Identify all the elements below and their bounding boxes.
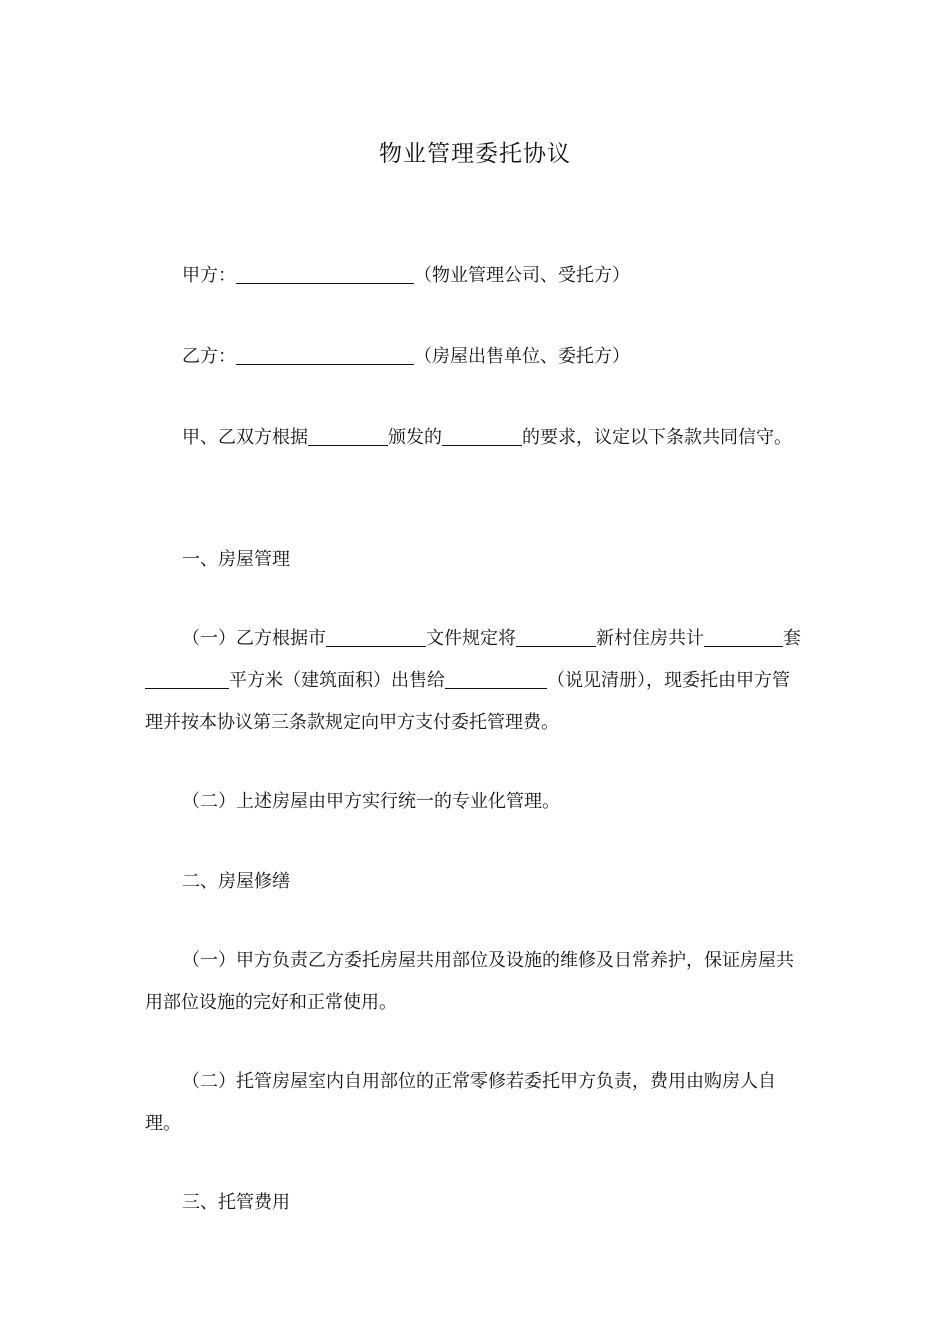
party-b-blank[interactable] — [236, 345, 414, 365]
s1i1-text-4: 套 — [783, 628, 801, 649]
s1i1-text-5: 平方米（建筑面积）出售给 — [229, 670, 445, 691]
section2-item1: （一）甲方负责乙方委托房屋共用部位及设施的维修及日常养护，保证房屋共用部位设施的完好和正常使用。 — [145, 950, 794, 1013]
s1i1-blank-3b[interactable] — [759, 627, 783, 647]
s1i1-text-2: 文件规定将 — [426, 628, 516, 649]
s1i1-text-3: 新村住房共计 — [596, 628, 704, 649]
s1i1-blank-4[interactable] — [145, 669, 229, 689]
intro-blank-1[interactable] — [308, 426, 388, 446]
intro-text-1: 甲、乙双方根据 — [182, 427, 308, 448]
s1i1-text-1: （一）乙方根据市 — [182, 628, 326, 649]
intro-text-3: 的要求，议定以下条款共同信守。 — [522, 427, 792, 448]
party-b-note: （房屋出售单位、委托方） — [414, 346, 630, 367]
intro-blank-2[interactable] — [442, 426, 522, 446]
section3-heading: 三、托管费用 — [182, 1192, 290, 1213]
section1-item1 — [145, 618, 805, 744]
party-a-note: （物业管理公司、受托方） — [414, 265, 630, 286]
party-a-line — [145, 255, 805, 297]
party-a-label: 甲方： — [182, 265, 236, 286]
intro-text-2: 颁发的 — [388, 427, 442, 448]
s1i1-blank-2[interactable] — [516, 627, 596, 647]
section1-heading: 一、房屋管理 — [182, 549, 290, 570]
party-b-line — [145, 336, 805, 378]
s1i1-blank-5[interactable] — [445, 669, 547, 689]
s1i1-text-6: （说见清册），现委托由甲方管理并按本协议第三条款规定向甲方支付委托管理费。 — [145, 670, 790, 733]
party-b-label: 乙方： — [182, 346, 236, 367]
section2-item2: （二）托管房屋室内自用部位的正常零修若委托甲方负责，费用由购房人自理。 — [145, 1071, 776, 1134]
s1i1-blank-3a[interactable] — [704, 627, 759, 647]
intro-paragraph — [145, 417, 805, 459]
s1i1-blank-1[interactable] — [326, 627, 426, 647]
section1-item2: （二）上述房屋由甲方实行统一的专业化管理。 — [182, 791, 560, 812]
section2-heading: 二、房屋修缮 — [182, 871, 290, 892]
party-a-blank[interactable] — [236, 264, 414, 284]
document-title: 物业管理委托协议 — [379, 141, 571, 167]
